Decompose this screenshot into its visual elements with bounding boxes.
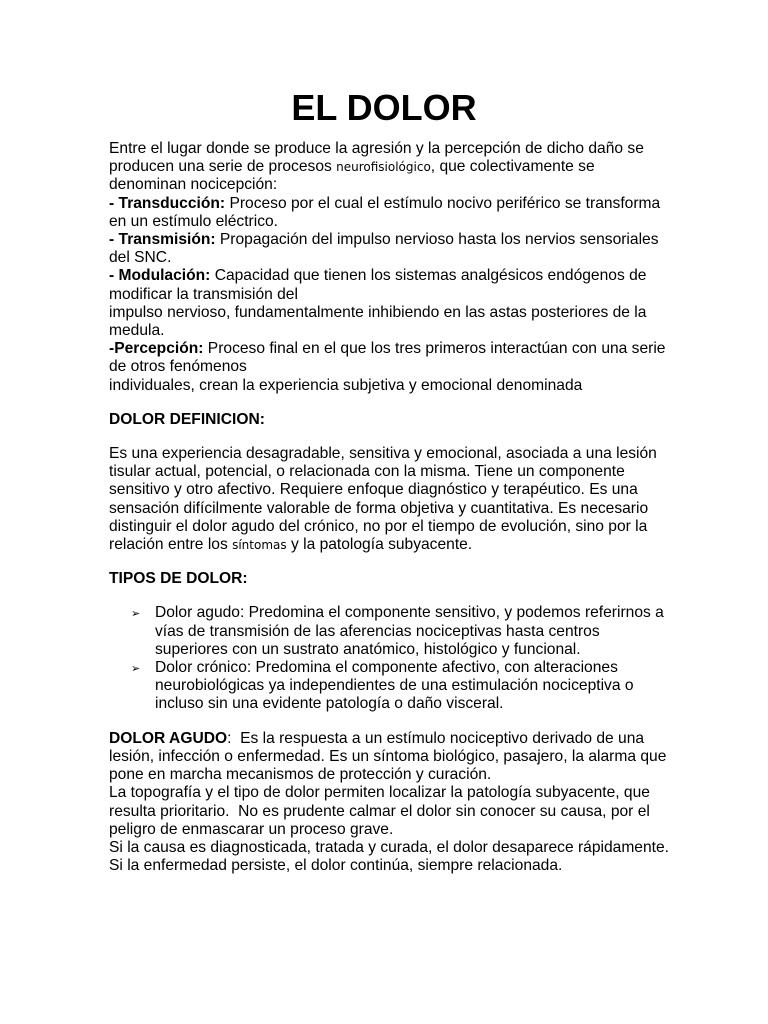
tipos-list (109, 604, 669, 713)
intro-paragraph (109, 140, 669, 195)
phase-text: Proceso por el cual el estímulo nocivo periférico se transforma en un estímulo eléctrico. (109, 194, 661, 230)
intro-text-2: , que colectivamente se denominan nocicepción: (109, 158, 595, 194)
phase-percepcion-cont: individuales, crean la experiencia subjetiva y emocional denominada (109, 376, 583, 394)
definicion-heading: DOLOR DEFINICION: (109, 410, 265, 428)
intro-term: neurofisiológico (336, 160, 431, 175)
arrow-bullet-icon: ➢ (131, 663, 141, 676)
phase-modulacion (109, 267, 669, 303)
phase-label: - Modulación: (109, 267, 211, 285)
agudo-text-1: Es la respuesta a un estímulo nociceptivo derivado de una lesión, infección o enfermedad. Es un síntoma biológico, pasajero, la alarma que pone en marcha mecanismos de protección y curación. (109, 729, 671, 784)
phase-label: - Transmisión: (109, 231, 216, 249)
agudo-heading: DOLOR AGUDO (109, 729, 228, 747)
list-item (131, 604, 669, 659)
definicion-text-2: y la patología subyacente. (286, 536, 473, 554)
definicion-paragraph (109, 445, 669, 554)
agudo-paragraph-3: Si la causa es diagnosticada, tratada y curada, el dolor desaparece rápidamente. Si la enfermedad persiste, el dolor continúa, siempre relacionada. (109, 838, 678, 875)
phase-transduccion (109, 195, 669, 231)
tipos-heading: TIPOS DE DOLOR: (109, 570, 248, 588)
definicion-term: síntomas (232, 538, 287, 553)
phase-text: Propagación del impulso nervioso hasta los nervios sensoriales del SNC. (109, 231, 659, 267)
document-body (109, 140, 678, 875)
list-item-text: Dolor crónico: Predomina el componente afectivo, con alteraciones neurobiológicas ya independientes de una estimulación nociceptiva o incluso sin una evidente patología o daño visceral. (155, 659, 634, 713)
phase-text: Capacidad que tienen los sistemas analgésicos endógenos de modificar la transmisión del (109, 267, 647, 303)
agudo-colon: : (227, 729, 232, 747)
phase-percepcion (109, 340, 669, 376)
agudo-paragraph-2: La topografía y el tipo de dolor permiten localizar la patología subyacente, que resulta prioritario. No es prudente calmar el dolor sin conocer su causa, por el peligro de enmascarar un proceso grave. (109, 784, 655, 838)
phase-modulacion-cont: impulso nervioso, fundamentalmente inhibiendo en las astas posteriores de la medula. (109, 303, 647, 340)
phase-transmision (109, 231, 669, 267)
intro-text-1: Entre el lugar donde se produce la agresión y la percepción de dicho daño se producen una serie de procesos (109, 140, 644, 176)
definicion-text-1: Es una experiencia desagradable, sensitiva y emocional, asociada a una lesión tisular actual, potencial, o relacionada con la misma. Tiene un componente sensitivo y otro afectivo. Requiere enfoque diagnóstico y terapéutico. Es una sensación difícilmente valorable de forma objetiva y cuantitativa. Es necesario distinguir el dolor agudo del crónico, no por el tiempo de evolución, sino por la relación entre los (109, 445, 657, 554)
document-title: EL DOLOR (291, 87, 477, 128)
list-item-text: Dolor agudo: Predomina el componente sensitivo, y podemos referirnos a vías de transmisión de las aferencias nociceptivas hasta centros superiores con un sustrato anatómico, histológico y funcional. (155, 604, 664, 658)
phase-label: - Transducción: (109, 194, 226, 212)
phase-label: -Percepción: (109, 340, 204, 358)
list-item (131, 659, 669, 714)
phase-text: Proceso final en el que los tres primeros interactúan con una serie de otros fenómenos (109, 340, 666, 376)
arrow-bullet-icon: ➢ (131, 608, 141, 621)
agudo-paragraph (109, 730, 669, 785)
